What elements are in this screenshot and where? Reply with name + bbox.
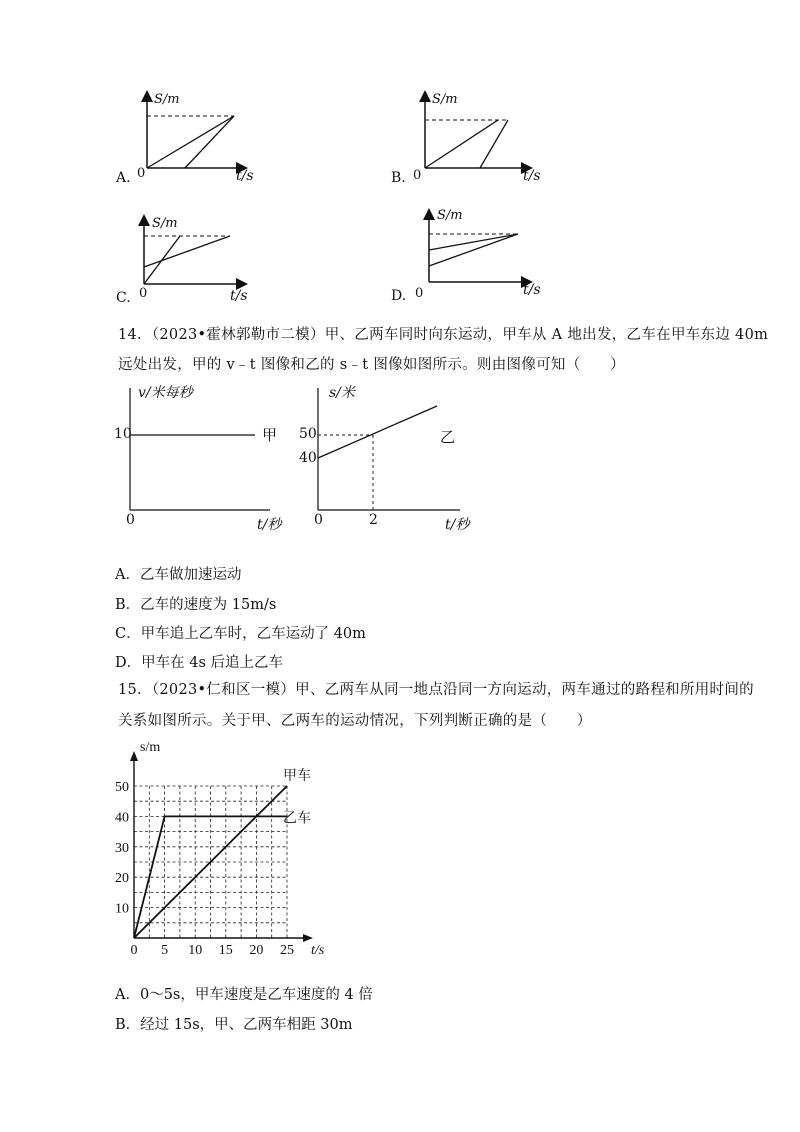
option-a-graph — [110, 88, 270, 188]
y-axis-arrow — [130, 751, 138, 761]
y-tick-label: 30 — [115, 840, 129, 856]
option-b-t-label: t/s — [523, 168, 541, 184]
x-tick-label: 5 — [161, 943, 169, 958]
q14-st-graph — [285, 380, 495, 540]
x-tick-label: 10 — [188, 943, 203, 958]
q14-line1: 14．（2023•霍林郭勒市二模）甲、乙两车同时向东运动，甲车从 A 地出发，乙车在甲车东边 40m — [118, 327, 769, 343]
q14-st-xlabel: t/秒 — [445, 517, 470, 533]
y-tick-label: 50 — [115, 780, 129, 795]
option-d-letter: D. — [391, 288, 407, 304]
y-tick-label: 40 — [115, 810, 129, 826]
option-a-t-label: t/s — [236, 168, 254, 184]
q15-choice-b[interactable]: B．经过 15s，甲、乙两车相距 30m — [115, 1017, 353, 1033]
q14-vt-ylabel: v/米每秒 — [138, 385, 193, 401]
q15-chart-svg — [100, 735, 350, 965]
option-a-s-label: S/m — [154, 92, 180, 107]
option-b-origin: 0 — [413, 168, 422, 183]
q14-st-ylabel: s/米 — [329, 385, 355, 401]
q14-st-tick-x2: 2 — [369, 512, 378, 528]
option-a-letter: A. — [116, 170, 131, 186]
q14-st-series-label: 乙 — [440, 428, 456, 446]
x-tick-label: 25 — [280, 943, 294, 958]
q15-line1: 15．（2023•仁和区一模）甲、乙两车从同一地点沿同一方向运动，两车通过的路程和所用时间的 — [118, 682, 754, 698]
y-axis-label: s/m — [140, 740, 161, 755]
q14-line2: 远处出发，甲的 v﹣t 图像和乙的 s﹣t 图像如图所示。则由图像可知（ ） — [118, 357, 625, 373]
q14-choice-d[interactable]: D．甲车在 4s 后追上乙车 — [115, 655, 284, 671]
option-b-s-label: S/m — [432, 92, 458, 107]
x-tick-label: 0 — [130, 943, 138, 958]
q14-choice-b[interactable]: B．乙车的速度为 15m/s — [115, 597, 277, 613]
q15-chart — [100, 735, 350, 965]
x-axis-label: t/s — [311, 943, 325, 958]
option-c-origin: 0 — [139, 286, 148, 301]
q14-st-origin: 0 — [314, 512, 323, 528]
option-c-graph — [110, 212, 270, 312]
option-d-s-label: S/m — [437, 208, 463, 223]
q14-vt-xlabel: t/秒 — [257, 517, 282, 533]
option-b-graph — [385, 88, 555, 188]
q14-choice-c[interactable]: C．甲车追上乙车时，乙车运动了 40m — [115, 626, 366, 642]
q14-choice-a[interactable]: A．乙车做加速运动 — [115, 567, 242, 583]
q14-vt-origin: 0 — [126, 512, 135, 528]
q15-choice-a[interactable]: A．0～5s，甲车速度是乙车速度的 4 倍 — [115, 987, 373, 1003]
q14-vt-graph — [110, 380, 300, 540]
option-c-letter: C. — [116, 290, 131, 306]
option-d-t-label: t/s — [523, 282, 541, 298]
series-label-1: 甲车 — [283, 769, 311, 784]
y-tick-label: 20 — [115, 871, 129, 887]
y-tick-label: 10 — [115, 901, 129, 917]
x-tick-label: 15 — [218, 943, 233, 958]
x-axis-arrow — [303, 934, 313, 942]
option-d-origin: 0 — [415, 286, 424, 301]
x-tick-label: 20 — [249, 943, 264, 958]
q15-line2: 关系如图所示。关于甲、乙两车的运动情况，下列判断正确的是（ ） — [118, 713, 592, 729]
option-a-origin: 0 — [137, 166, 146, 181]
option-d-graph — [385, 206, 555, 306]
series-label-2: 乙车 — [283, 811, 311, 827]
option-b-letter: B. — [391, 170, 406, 186]
option-c-s-label: S/m — [152, 216, 178, 231]
q14-vt-series-label: 甲 — [262, 426, 278, 444]
q14-st-tick-40: 40 — [299, 450, 317, 466]
q14-st-tick-50: 50 — [299, 426, 317, 442]
q14-vt-tick-10: 10 — [114, 426, 132, 442]
option-c-t-label: t/s — [230, 288, 248, 304]
